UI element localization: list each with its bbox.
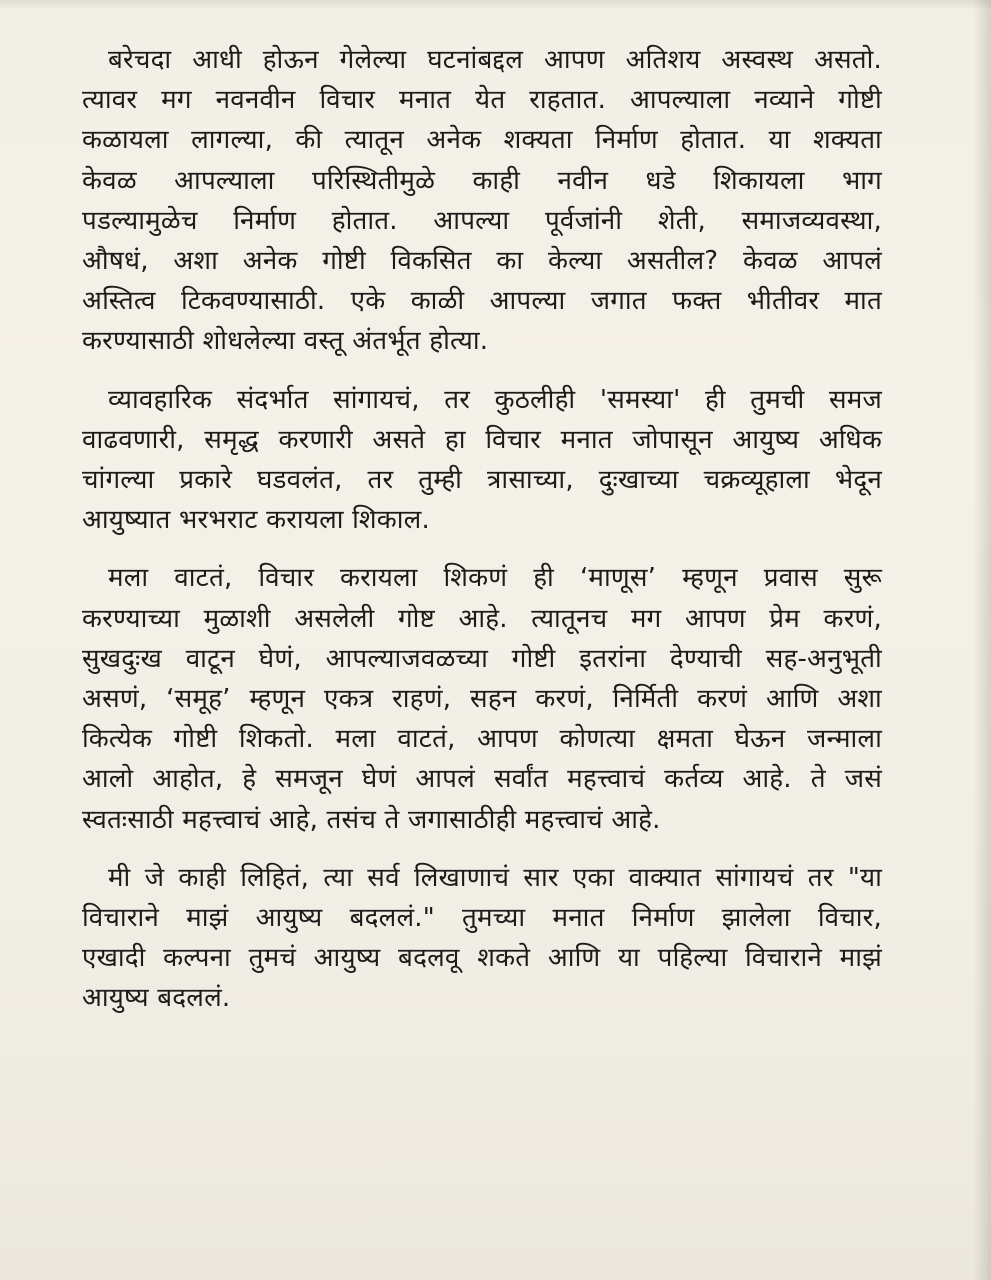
text-line: वाढवणारी, समृद्ध करणारी असते हा विचार मनात जोपासून आयुष्य अधिक xyxy=(82,424,882,455)
text-line: आयुष्य बदललं. xyxy=(82,983,231,1014)
text-line: करण्याच्या मुळाशी असलेली गोष्ट आहे. त्यातूनच मग आपण प्रेम करणं, xyxy=(82,603,882,634)
text-line: व्यावहारिक संदर्भात सांगायचं, तर कुठलीही 'समस्या' ही तुमची समज xyxy=(108,384,882,415)
text-line: सुखदुःख वाटून घेणं, आपल्याजवळच्या गोष्टी इतरांना देण्याची सह-अनुभूती xyxy=(82,643,882,674)
page-right-shadow xyxy=(973,0,991,1280)
paragraph-3 xyxy=(82,558,882,839)
text-line: केवळ आपल्याला परिस्थितीमुळे काही नवीन धडे शिकायला भाग xyxy=(82,165,882,196)
paragraph-1 xyxy=(82,40,882,362)
text-line: कळायला लागल्या, की त्यातून अनेक शक्यता निर्माण होतात. या शक्यता xyxy=(82,125,882,156)
page-body xyxy=(82,40,882,1180)
text-line: त्यावर मग नवनवीन विचार मनात येत राहतात. आपल्याला नव्याने गोष्टी xyxy=(82,85,882,116)
text-line: पडल्यामुळेच निर्माण होतात. आपल्या पूर्वजांनी शेती, समाजव्यवस्था, xyxy=(82,205,882,236)
text-line: विचाराने माझं आयुष्य बदललं." तुमच्या मनात निर्माण झालेला विचार, xyxy=(82,903,882,934)
text-line: अस्तित्व टिकवण्यासाठी. एके काळी आपल्या जगात फक्त भीतीवर मात xyxy=(82,286,882,317)
text-line: बरेचदा आधी होऊन गेलेल्या घटनांबद्दल आपण अतिशय अस्वस्थ असतो. xyxy=(108,45,882,75)
paragraph-4 xyxy=(82,858,882,1019)
paragraph-2 xyxy=(82,380,882,541)
text-line: औषधं, अशा अनेक गोष्टी विकसित का केल्या असतील? केवळ आपलं xyxy=(82,246,882,277)
page-top-shadow xyxy=(0,0,991,10)
text-line: मला वाटतं, विचार करायला शिकणं ही ‘माणूस’ म्हणून प्रवास सुरू xyxy=(108,563,882,594)
text-line: चांगल्या प्रकारे घडवलंत, तर तुम्ही त्रासाच्या, दुःखाच्या चक्रव्यूहाला भेदून xyxy=(82,465,882,496)
text-line: मी जे काही लिहितं, त्या सर्व लिखाणाचं सार एका वाक्यात सांगायचं तर "या xyxy=(108,862,882,893)
text-line: असणं, ‘समूह’ म्हणून एकत्र राहणं, सहन करणं, निर्मिती करणं आणि अशा xyxy=(82,684,882,715)
text-line: एखादी कल्पना तुमचं आयुष्य बदलवू शकते आणि या पहिल्या विचाराने माझं xyxy=(82,943,882,974)
text-line: करण्यासाठी शोधलेल्या वस्तू अंतर्भूत होत्या. xyxy=(82,326,489,357)
text-line: स्वतःसाठी महत्त्वाचं आहे, तसंच ते जगासाठीही महत्त्वाचं आहे. xyxy=(82,804,661,835)
text-line: आलो आहोत, हे समजून घेणं आपलं सर्वांत महत्त्वाचं कर्तव्य आहे. ते जसं xyxy=(82,764,882,795)
text-line: कित्येक गोष्टी शिकतो. मला वाटतं, आपण कोणत्या क्षमता घेऊन जन्माला xyxy=(82,724,882,755)
text-line: आयुष्यात भरभराट करायला शिकाल. xyxy=(82,505,430,536)
